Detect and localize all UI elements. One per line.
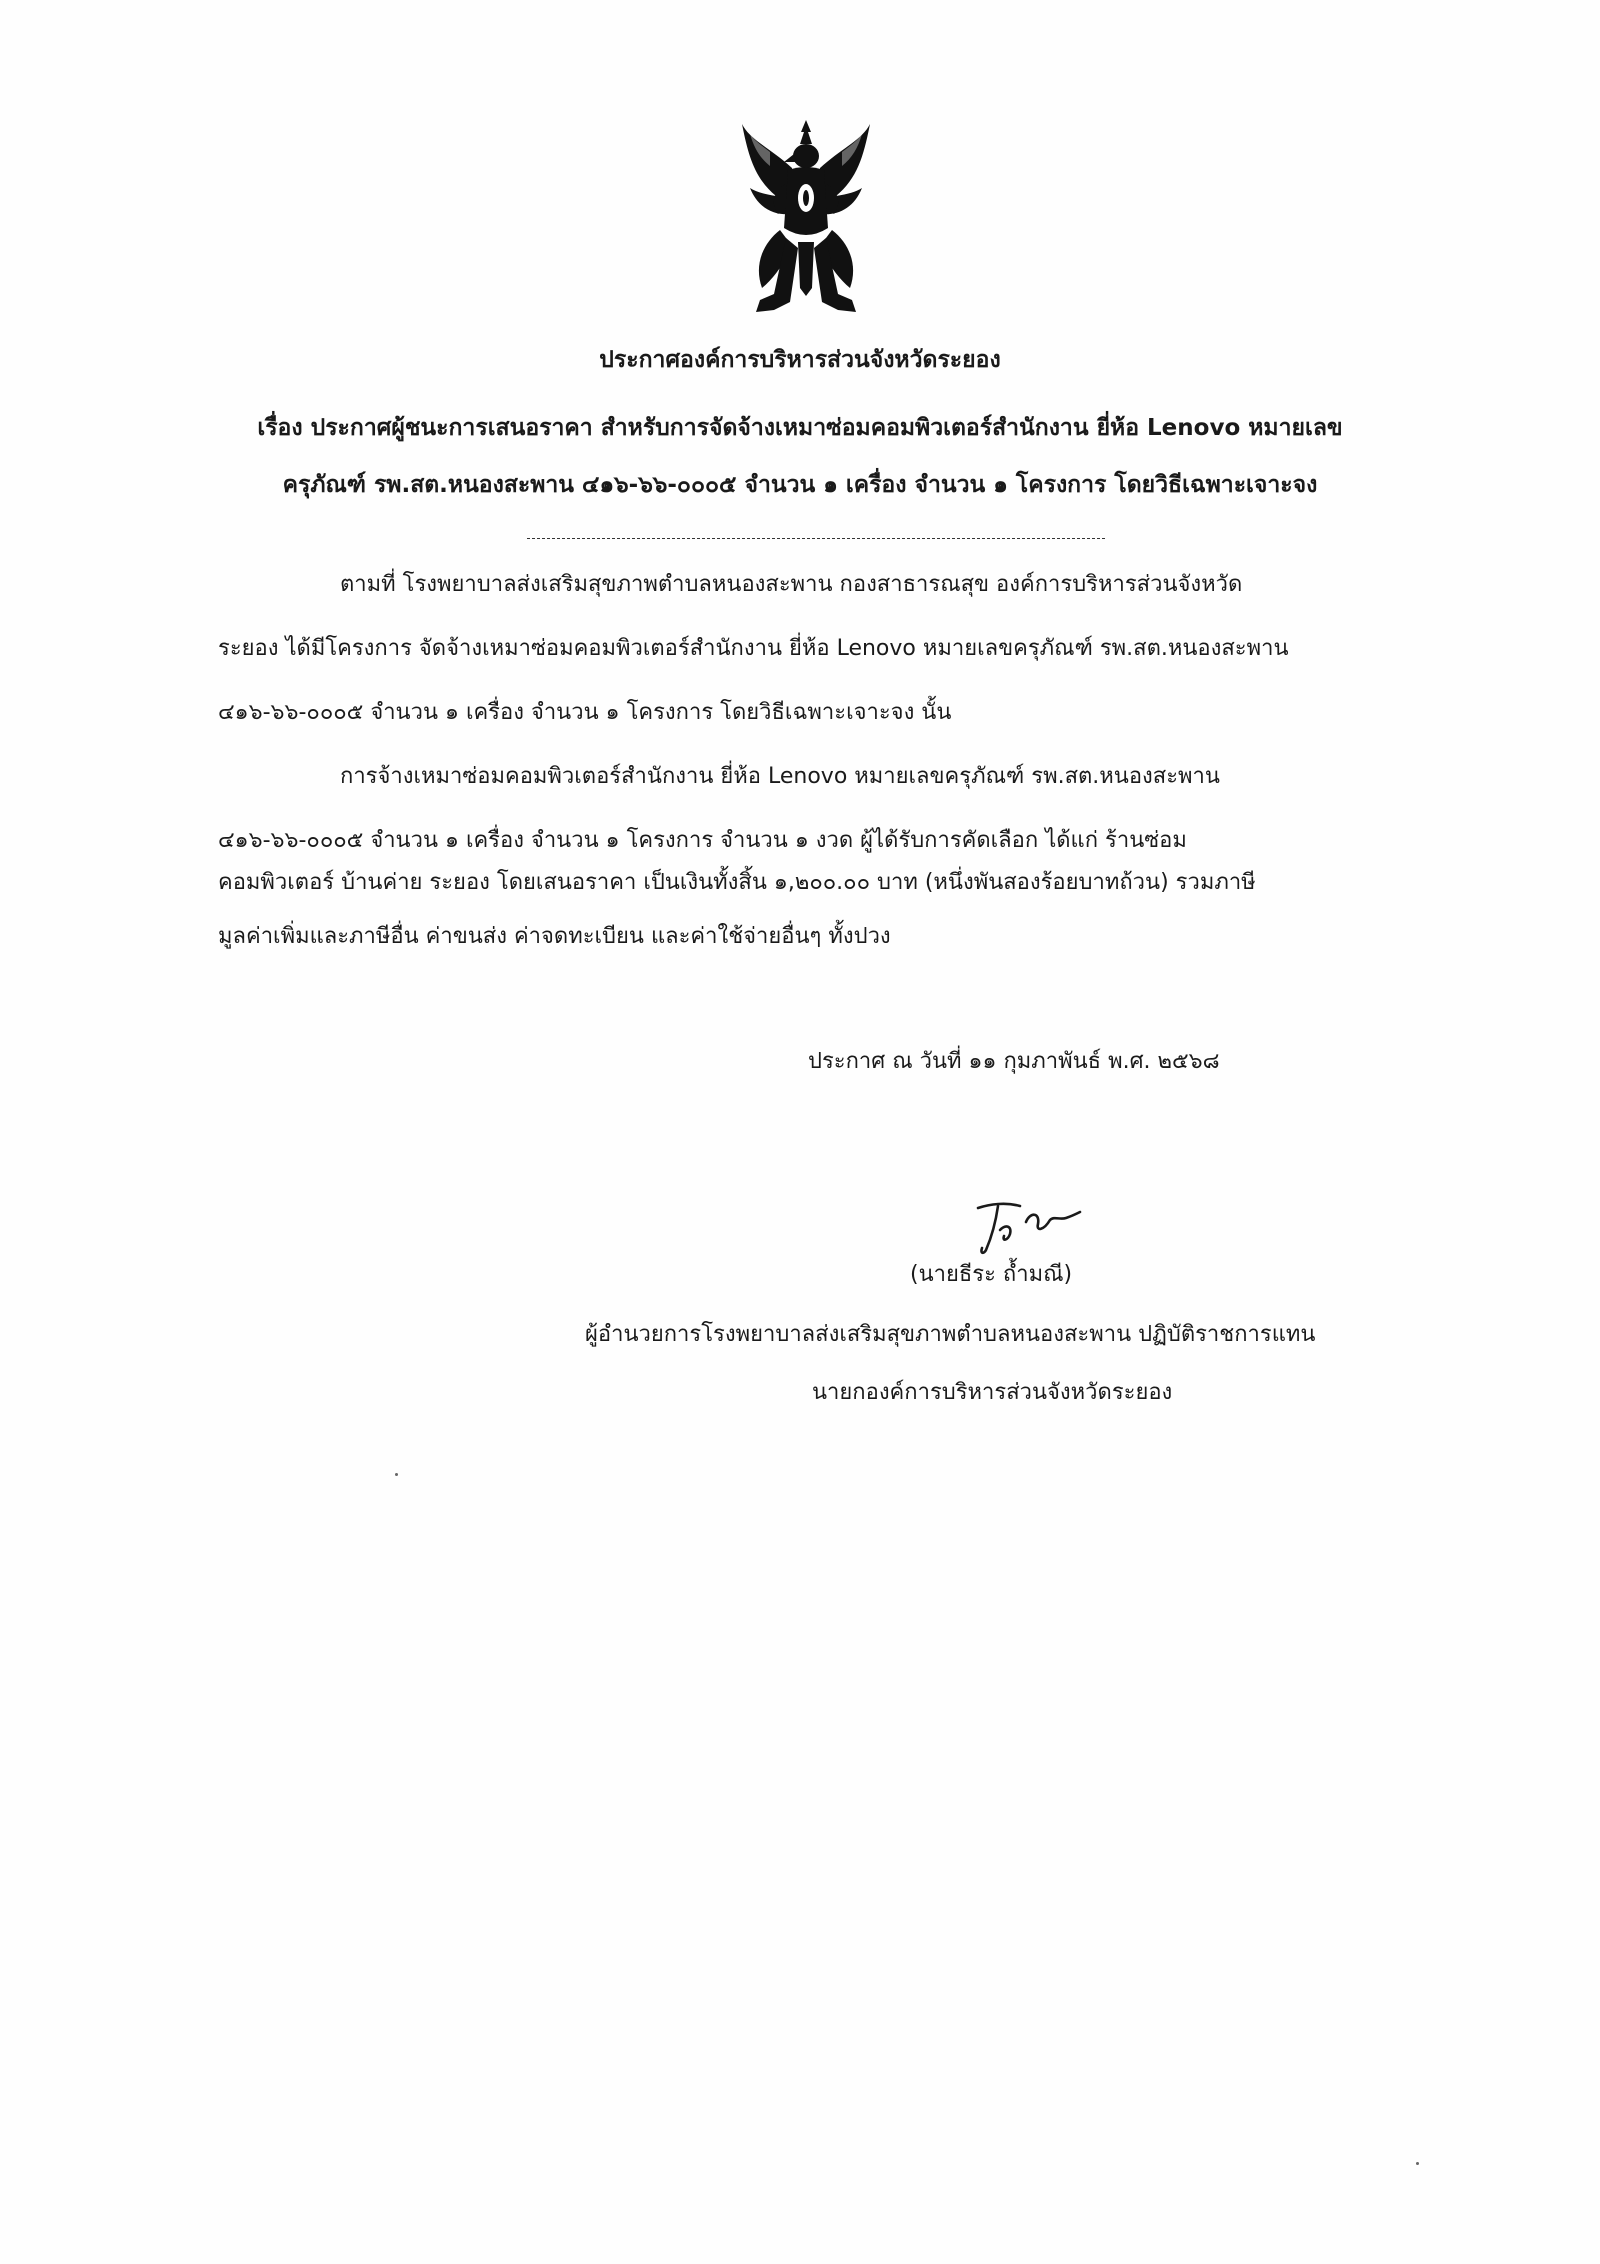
subject-line-1: เรื่อง ประกาศผู้ชนะการเสนอราคา สำหรับการจัดจ้างเหมาซ่อมคอมพิวเตอร์สำนักงาน ยี่ห้อ Lenovo หมายเลข [257,415,1343,441]
announcement-agency: ประกาศองค์การบริหารส่วนจังหวัดระยอง [599,347,1001,373]
signer-position-line-2: นายกองค์การบริหารส่วนจังหวัดระยอง [812,1380,1173,1405]
scan-speck [395,1473,398,1476]
paragraph-1-line-2: ระยอง ได้มีโครงการ จัดจ้างเหมาซ่อมคอมพิวเตอร์สำนักงาน ยี่ห้อ Lenovo หมายเลขครุภัณฑ์ รพ.สต.หนองสะพาน [218,636,1289,661]
paragraph-2-line-4: มูลค่าเพิ่มและภาษีอื่น ค่าขนส่ง ค่าจดทะเบียน และค่าใช้จ่ายอื่นๆ ทั้งปวง [218,924,891,949]
signer-position-line-1: ผู้อำนวยการโรงพยาบาลส่งเสริมสุขภาพตำบลหนองสะพาน ปฏิบัติราชการแทน [585,1322,1316,1347]
paragraph-1-line-3: ๔๑๖-๖๖-๐๐๐๕ จำนวน ๑ เครื่อง จำนวน ๑ โครงการ โดยวิธีเฉพาะเจาะจง นั้น [218,700,952,725]
signer-name: (นายธีระ ถ้ำมณี) [910,1262,1073,1287]
title-divider [527,538,1105,539]
announcement-date: ประกาศ ณ วันที่ ๑๑ กุมภาพันธ์ พ.ศ. ๒๕๖๘ [808,1049,1220,1074]
paragraph-1-line-1: ตามที่ โรงพยาบาลส่งเสริมสุขภาพตำบลหนองสะพาน กองสาธารณสุข องค์การบริหารส่วนจังหวัด [340,572,1243,597]
paragraph-2-line-3: คอมพิวเตอร์ บ้านค่าย ระยอง โดยเสนอราคา เป็นเงินทั้งสิ้น ๑,๒๐๐.๐๐ บาท (หนึ่งพันสองร้อยบาทถ้วน) รวมภาษี [218,870,1256,895]
handwritten-signature [968,1196,1088,1258]
paragraph-2-line-1: การจ้างเหมาซ่อมคอมพิวเตอร์สำนักงาน ยี่ห้อ Lenovo หมายเลขครุภัณฑ์ รพ.สต.หนองสะพาน [340,764,1220,789]
paragraph-2-line-2: ๔๑๖-๖๖-๐๐๐๕ จำนวน ๑ เครื่อง จำนวน ๑ โครงการ จำนวน ๑ งวด ผู้ได้รับการคัดเลือก ได้แก่ ร้านซ่อม [218,828,1187,853]
garuda-emblem-icon [740,118,872,318]
subject-line-2: ครุภัณฑ์ รพ.สต.หนองสะพาน ๔๑๖-๖๖-๐๐๐๕ จำนวน ๑ เครื่อง จำนวน ๑ โครงการ โดยวิธีเฉพาะเจาะจง [282,472,1318,498]
scan-speck [1416,2162,1419,2165]
